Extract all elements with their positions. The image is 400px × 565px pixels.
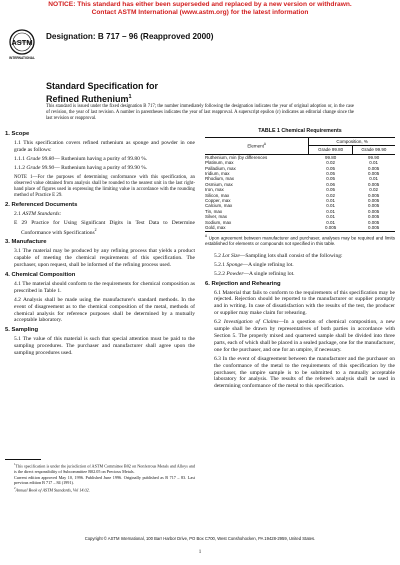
element-cell: Gold, max	[205, 225, 309, 232]
grade-99-80-cell: 0.01	[326, 214, 335, 220]
element-cell: Copper, max	[205, 197, 231, 203]
composition-header: Composition, %	[309, 137, 395, 145]
copyright-line: Copyright © ASTM International, 100 Barr Harbor Drive, PO Box C700, West Conshohocken, PA 19428-2959, United States.	[84, 536, 316, 541]
section-6-heading: 6. Rejection and Rehearing	[205, 280, 281, 287]
para-4-2: 4.2 Analysis shall be made using the manufacturer's standard methods. In the event of disagreement as to the chemical composition of the metal, methods of chemical analysis for reference purposes shall be determined by a mutually acceptable laboratory.	[14, 296, 195, 324]
element-cell: Platinum, max	[205, 160, 234, 166]
para-6-1: 6.1 Material that fails to conform to the requirements of this specification may be rejected. Rejection should be reported to the manufacturer or supplier promptly and in writing. In case of dissatisfaction with the results of the test, the producer or supplier may make claim for rehearing.	[214, 289, 395, 317]
grade-99-90-cell: 0.005	[352, 225, 395, 232]
grade-99-80-cell: 99.80	[324, 154, 337, 160]
section-5-heading: 5. Sampling	[5, 327, 39, 334]
grade-99-90-cell: 0.02	[369, 187, 379, 193]
logo-subtext: INTERNATIONAL	[9, 56, 35, 60]
grade-99-80-cell: 0.01	[326, 219, 335, 225]
grade-99-90-cell: 0.005	[368, 181, 380, 187]
grade-99-80-cell: 0.01	[326, 208, 335, 214]
element-cell: Silicon, max	[205, 192, 230, 198]
title-footnote-marker: 1	[128, 94, 132, 100]
grade-99-90-cell: 0.005	[368, 203, 380, 209]
grade-99-80-cell: 0.01	[326, 203, 335, 209]
table-body	[205, 154, 395, 232]
element-cell: Sodium, max	[205, 219, 232, 225]
grade-99-90-cell: 0.005	[368, 170, 380, 176]
para-2-1: 2.1 ASTM Standards:	[14, 210, 62, 217]
intro-paragraph: This standard is issued under the fixed designation B 717; the number immediately following the designation indicates the year of original adoption or, in the case of revision, the year of last revision. A number in parentheses indicates the year of last reapproval. A superscript epsilon (ε) indicates an editorial change since the last revision or reapproval.	[46, 104, 354, 121]
title-line-1: Standard Specification for	[46, 81, 159, 91]
element-cell: Silver, max	[205, 214, 228, 220]
grade-header: Grade 99.90	[352, 146, 395, 154]
element-cell: Tin, max	[205, 208, 223, 214]
para-4-1: 4.1 The material should conform to the requirements for chemical composition as prescribed in Table 1.	[14, 280, 195, 294]
grade-99-80-cell: 0.06	[326, 181, 335, 187]
grade-header: Grade 99.80	[309, 146, 352, 154]
grade-99-90-cell: 0.005	[368, 165, 380, 171]
page-number: 1	[198, 550, 202, 555]
grade-99-90-cell: 0.005	[368, 192, 380, 198]
notice-line-1: NOTICE: This standard has either been superseded and replaced by a new version or withdrawn.	[48, 1, 352, 8]
designation: Designation: B 717 – 96 (Reapproved 2000)	[46, 32, 214, 41]
element-cell: Iron, max	[205, 187, 224, 193]
grade-99-90-cell: 99.90	[368, 154, 380, 160]
grade-99-80-cell: 0.05	[326, 165, 335, 171]
footnotes	[5, 462, 195, 494]
para-6-2: 6.2 Investigation of Claims—In a question of chemical composition, a new sample shall be drawn by representatives of both parties in accordance with Section 5. The properly mixed and quartered sample shall be divided into three parts, each of which shall be placed in a sealed package, one for the manufacturer, one for the purchaser, and one for an umpire, if necessary.	[214, 319, 396, 353]
grade-99-90-cell: 0.005	[368, 197, 380, 203]
table-1-caption: TABLE 1 Chemical Requirements	[258, 128, 342, 134]
para-5-1: 5.1 The value of this material is such that special attention must be paid to the sampling procedures. The purchaser and manufacturer shall agree upon the sampling procedures used.	[14, 336, 195, 357]
element-header: Element$^A$	[205, 137, 309, 154]
para-1-1-1: 1.1.1 Grade 99.80— Ruthenium having a purity of 99.80 %.	[14, 155, 148, 162]
grade-99-80-cell: 0.05	[326, 170, 335, 176]
para-6-3: 6.3 In the event of disagreement between the manufacturer and the purchaser on the conformance of the metal to the requirements of this specification by the purchaser, the umpire sample is to be submitted to a mutually acceptable laboratory for analysis. The results of the referee's analysis shall be used in determining conformance of the metal to this specification.	[214, 355, 395, 390]
reference-e29: E 29 Practice for Using Significant Digits in Test Data to Determine Conformance with Specifications$^2$	[14, 219, 195, 236]
para-1-1: 1.1 This specification covers refined ruthenium as sponge and powder in one grade as follows:	[14, 139, 195, 153]
grade-99-80-cell: 0.005	[309, 225, 352, 232]
grade-99-90-cell: 0.01	[369, 160, 379, 166]
right-column	[205, 128, 395, 392]
footnote-rule	[5, 459, 41, 460]
para-1-1-2: 1.1.2 Grade 99.90— Ruthenium having a purity of 99.90 %.	[14, 164, 148, 171]
para-5-2: 5.2 Lot Size—Sampling lots shall consist of the following:	[214, 252, 343, 259]
logo-text: ASTM	[11, 38, 33, 47]
grade-99-90-cell: 0.005	[368, 219, 380, 225]
page-title	[46, 81, 158, 105]
para-3-1: 3.1 The material may be produced by any refining process that yields a product capable of meeting the chemical requirements of this specification. The purchaser, upon request, shall be informed of the refining process used.	[14, 248, 195, 269]
para-5-2-2: 5.2.2 Powder—A single refining lot.	[214, 270, 295, 277]
element-cell: Palladium, max	[205, 165, 236, 171]
grade-99-80-cell: 0.02	[326, 192, 335, 198]
grade-99-90-cell: 0.01	[369, 176, 379, 182]
section-1-heading: 1. Scope	[5, 131, 30, 137]
left-column	[5, 128, 195, 359]
para-5-2-1: 5.2.1 Sponge—A single refining lot.	[214, 261, 294, 268]
section-2-heading: 2. Referenced Documents	[5, 201, 78, 208]
table-footnote: $^A$ Upon agreement between manufacturer and purchaser, analyses may be required and limits established for elements or compounds not specified in this table.	[205, 234, 395, 247]
astm-logo-icon	[9, 29, 35, 55]
footnote-2: $^2$Annual Book of ASTM Standards, Vol 14.02.	[14, 486, 90, 493]
section-3-heading: 3. Manufacture	[5, 239, 47, 246]
grade-99-90-cell: 0.005	[368, 208, 380, 214]
grade-99-90-cell: 0.005	[368, 214, 380, 220]
grade-99-80-cell: 0.02	[326, 160, 335, 166]
element-cell: Rhodium, max	[205, 176, 235, 182]
grade-99-80-cell: 0.05	[326, 187, 335, 193]
footnote-1b: Current edition approved May 10, 1996. Published June 1996. Originally published as B 717 – 83. Last previous edition B 717 – 84 (1991).	[14, 474, 195, 485]
notice-line-2: Contact ASTM International (www.astm.org) for the latest information	[91, 8, 309, 16]
section-4-heading: 4. Chemical Composition	[5, 271, 76, 278]
title-line-2: Refined Ruthenium$^1$	[46, 94, 132, 104]
footnote-1: $^1$This specification is under the jurisdiction of ASTM Committee B02 on Nonferrous Metals and Alloys and is the direct responsibility of Subcommittee B02.05 on Precious Metals.	[14, 462, 195, 474]
table-row	[205, 225, 395, 232]
element-cell: Osmium, max	[205, 181, 233, 187]
grade-99-80-cell: 0.01	[326, 197, 335, 203]
element-cell: Iridium, max	[205, 170, 230, 176]
element-cell: Ruthenium, min (by differences	[205, 154, 268, 160]
note-1: NOTE 1—For the purposes of determining conformance with this specification, an observed value obtained from analysis shall be rounded to the nearest unit in the last right-hand place of figures used in expressing the limiting value in accordance with the rounding method of Practice E 29.	[14, 174, 195, 198]
grade-99-80-cell: 0.05	[326, 176, 335, 182]
supersession-notice	[0, 1, 400, 16]
chemical-requirements-table	[205, 137, 395, 233]
element-cell: Calcium, max	[205, 203, 233, 209]
